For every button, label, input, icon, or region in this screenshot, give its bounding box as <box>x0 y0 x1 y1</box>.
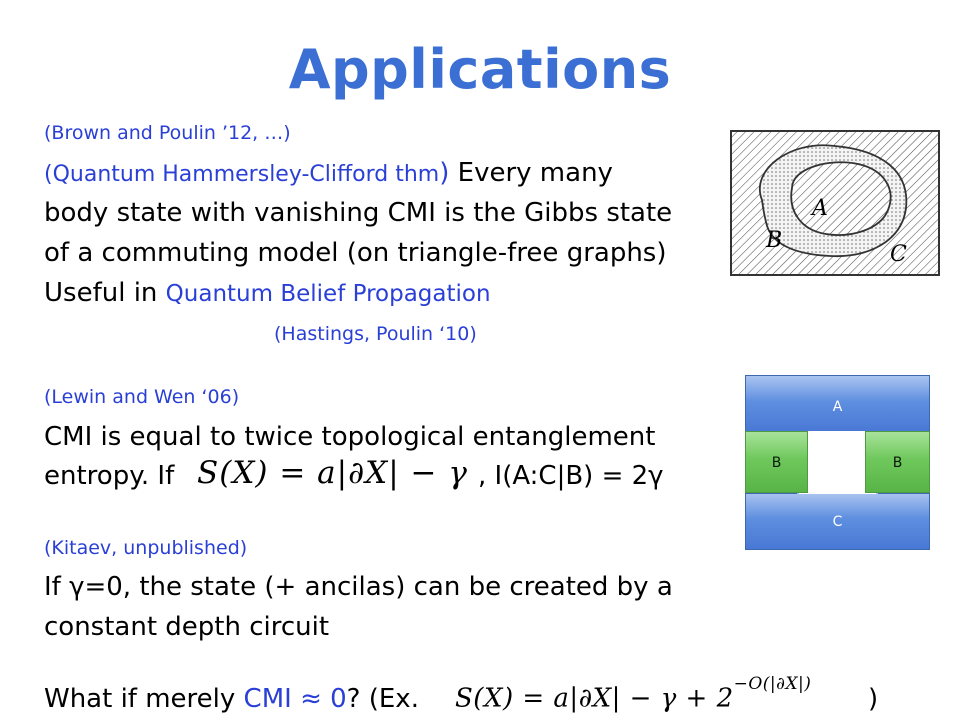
theorem-name: (Quantum Hammersley-Clifford thm <box>44 162 440 187</box>
region-c-label: C <box>890 242 907 267</box>
block-b-left-label: B <box>771 455 782 471</box>
block-b-left <box>745 431 808 493</box>
region-b-label: B <box>766 228 783 253</box>
example-formula-main: S(X) = a|∂X| − γ + 2 <box>455 683 734 714</box>
block-b-right <box>865 431 930 493</box>
theorem-line-3: of a commuting model (on triangle-free graphs) <box>44 238 667 268</box>
useful-in-text: Useful in <box>44 278 166 308</box>
topological-line-2 <box>44 461 174 491</box>
topological-line-1: CMI is equal to twice topological entanglement <box>44 422 656 452</box>
entropy-if-text: entropy. If <box>44 461 175 491</box>
question-mid: ? (Ex. <box>346 684 419 714</box>
block-a <box>745 375 930 433</box>
area-law-formula: S(X) = a|∂X| − γ <box>197 455 468 491</box>
block-b-right-label: B <box>892 455 903 471</box>
belief-propagation-text: Quantum Belief Propagation <box>165 281 491 307</box>
block-c <box>745 492 930 550</box>
example-formula-exponent: −O(|∂X|) <box>733 674 812 694</box>
theorem-paren: ) <box>439 158 450 188</box>
question-prefix: What if merely <box>44 684 244 714</box>
theorem-text-start: Every many <box>449 158 613 188</box>
citation-kitaev: (Kitaev, unpublished) <box>44 537 248 559</box>
block-diagram <box>745 375 930 550</box>
slide-title: Applications <box>288 38 672 101</box>
block-c-label: C <box>832 514 843 530</box>
question-line <box>44 684 419 714</box>
region-a-label: A <box>812 196 828 221</box>
block-a-label: A <box>832 399 843 415</box>
citation-lewin-wen: (Lewin and Wen ‘06) <box>44 386 240 408</box>
theorem-line-2: body state with vanishing CMI is the Gibbs state <box>44 198 673 228</box>
kitaev-line-1: If γ=0, the state (+ ancilas) can be created by a <box>44 572 673 602</box>
citation-hastings-poulin: (Hastings, Poulin ‘10) <box>274 323 477 345</box>
region-a <box>791 162 890 235</box>
question-close-paren: ) <box>868 684 879 714</box>
kitaev-line-2: constant depth circuit <box>44 612 330 642</box>
theorem-line-4 <box>44 278 491 308</box>
citation-brown-poulin: (Brown and Poulin ’12, …) <box>44 122 291 144</box>
cmi-approx-zero: CMI ≈ 0 <box>243 684 347 714</box>
cmi-result-text: , I(A:C|B) = 2γ <box>478 461 664 491</box>
example-formula <box>455 674 812 714</box>
region-diagram <box>730 130 940 276</box>
theorem-line-1 <box>44 158 613 188</box>
